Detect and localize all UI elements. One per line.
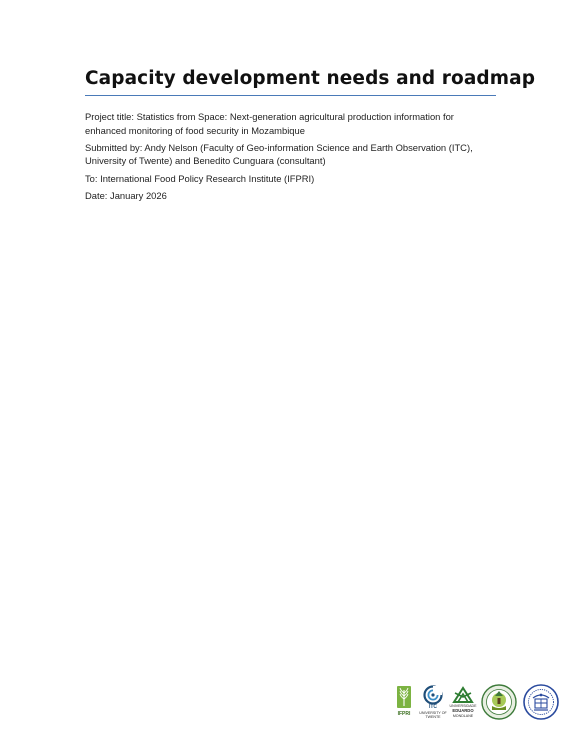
project-title: Project title: Statistics from Space: Next-generation agricultural production information for enhanced monitoring of food security in Mozambique <box>85 111 454 136</box>
document-date: Date: January 2026 <box>85 189 167 201</box>
ifpri-label: IFPRI <box>397 711 411 717</box>
green-seal-icon <box>481 684 517 720</box>
recipient: To: International Food Policy Research Institute (IFPRI) <box>85 172 315 184</box>
uem-emblem-icon <box>451 684 475 704</box>
itc-logo <box>421 684 445 720</box>
uem-label-top: UNIVERSIDADE <box>449 704 477 708</box>
uem-label-bottom: MONDLANE <box>452 713 474 718</box>
submitted-by: Submitted by: Andy Nelson (Faculty of Geo-information Science and Earth Observation (ITC), University of Twente) and Benedito Cunguara (consultant) <box>85 141 473 167</box>
partner-logos <box>395 684 560 722</box>
itc-swirl-icon <box>421 684 445 706</box>
blue-seal-logo <box>523 684 559 720</box>
blue-seal-icon <box>523 684 559 720</box>
uem-label-mid: EDUARDO <box>452 707 474 713</box>
title-underline <box>85 95 496 96</box>
uem-logo <box>451 684 475 720</box>
ifpri-wheat-icon <box>395 684 413 712</box>
itc-university-label: UNIVERSITY OF TWENTE <box>419 711 447 719</box>
ifpri-logo <box>395 684 413 720</box>
document-title: Capacity development needs and roadmap <box>85 68 536 89</box>
document-metadata <box>85 110 485 206</box>
green-seal-logo <box>481 684 517 720</box>
itc-label: ITC <box>428 704 438 710</box>
